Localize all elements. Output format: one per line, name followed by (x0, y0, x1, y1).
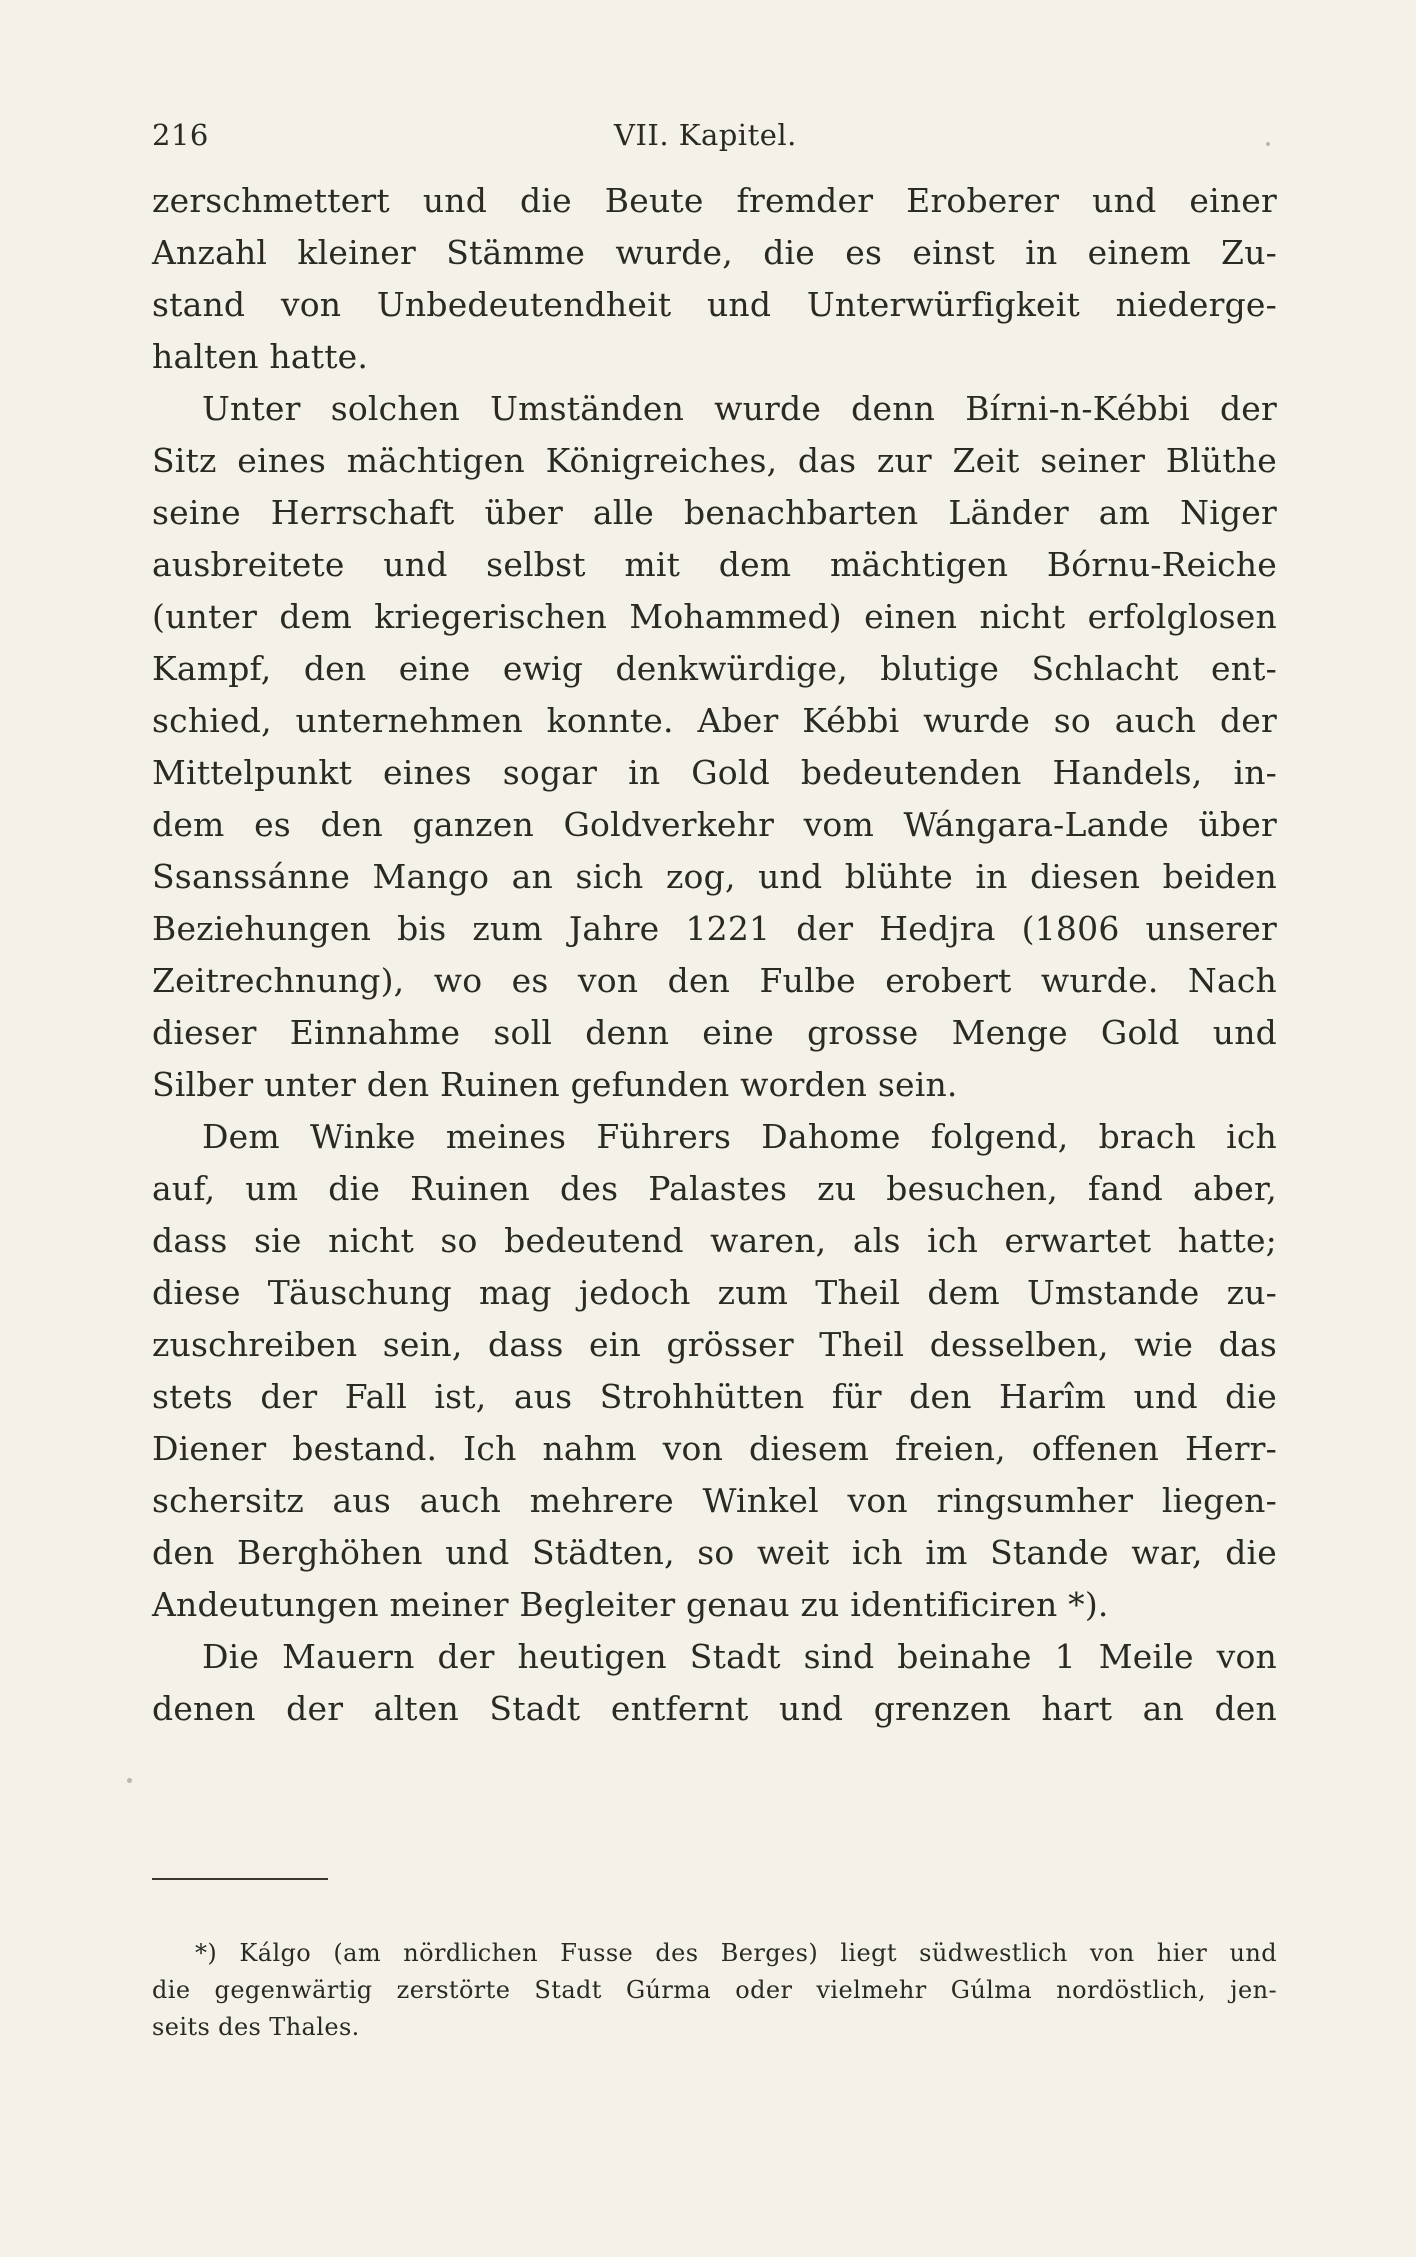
text-line: Mittelpunkt eines sogar in Gold bedeutenden Handels, in- (152, 753, 1277, 792)
paragraph-start-line: Dem Winke meines Führers Dahome folgend, brach ich (202, 1117, 1277, 1156)
paper-speck (1266, 142, 1270, 146)
footnote (152, 1935, 1277, 2075)
footnote-line: *) Kálgo (am nördlichen Fusse des Berges) liegt südwestlich von hier und (195, 1939, 1277, 1967)
text-line: Sitz eines mächtigen Königreiches, das zur Zeit seiner Blüthe (152, 441, 1277, 480)
footnote-line: die gegenwärtig zerstörte Stadt Gúrma oder vielmehr Gúlma nordöstlich, jen- (152, 1976, 1277, 2004)
text-line: auf, um die Ruinen des Palastes zu besuchen, fand aber, (152, 1169, 1277, 1208)
text-line: Anzahl kleiner Stämme wurde, die es einst in einem Zu- (152, 233, 1277, 272)
text-line: Zeitrechnung), wo es von den Fulbe erobert wurde. Nach (152, 961, 1277, 1000)
text-line: seine Herrschaft über alle benachbarten Länder am Niger (152, 493, 1277, 532)
text-line: Ssanssánne Mango an sich zog, und blühte in diesen beiden (152, 857, 1277, 896)
text-line: halten hatte. (152, 337, 369, 376)
text-line: schersitz aus auch mehrere Winkel von ringsumher liegen- (152, 1481, 1277, 1520)
paper-speck (127, 1778, 132, 1783)
body-text (152, 175, 1277, 1875)
text-line: Diener bestand. Ich nahm von diesem freien, offenen Herr- (152, 1429, 1277, 1468)
footnote-line: seits des Thales. (152, 2013, 360, 2041)
text-line: Andeutungen meiner Begleiter genau zu identificiren *). (152, 1585, 1109, 1624)
running-head: VII. Kapitel. (614, 118, 797, 152)
page-number: 216 (152, 118, 209, 152)
text-line: dass sie nicht so bedeutend waren, als ich erwartet hatte; (152, 1221, 1277, 1260)
text-line: dem es den ganzen Goldverkehr vom Wángara-Lande über (152, 805, 1277, 844)
page-header (152, 118, 1276, 162)
text-line: diese Täuschung mag jedoch zum Theil dem Umstande zu- (152, 1273, 1277, 1312)
text-line: den Berghöhen und Städten, so weit ich im Stande war, die (152, 1533, 1277, 1572)
text-line: Silber unter den Ruinen gefunden worden sein. (152, 1065, 958, 1104)
text-line: Beziehungen bis zum Jahre 1221 der Hedjra (1806 unserer (152, 909, 1277, 948)
text-line: zerschmettert und die Beute fremder Eroberer und einer (152, 181, 1277, 220)
text-line: stets der Fall ist, aus Strohhütten für den Harîm und die (152, 1377, 1277, 1416)
text-line: (unter dem kriegerischen Mohammed) einen nicht erfolglosen (152, 597, 1277, 636)
text-line: denen der alten Stadt entfernt und grenzen hart an den (152, 1689, 1277, 1728)
text-line: schied, unternehmen konnte. Aber Kébbi wurde so auch der (152, 701, 1277, 740)
paragraph-start-line: Die Mauern der heutigen Stadt sind beinahe 1 Meile von (202, 1637, 1277, 1676)
text-line: Kampf, den eine ewig denkwürdige, blutige Schlacht ent- (152, 649, 1277, 688)
text-line: stand von Unbedeutendheit und Unterwürfigkeit niederge- (152, 285, 1277, 324)
footnote-separator (152, 1878, 328, 1880)
text-line: ausbreitete und selbst mit dem mächtigen Bórnu-Reiche (152, 545, 1277, 584)
paragraph-start-line: Unter solchen Umständen wurde denn Bírni-n-Kébbi der (202, 389, 1277, 428)
text-line: dieser Einnahme soll denn eine grosse Menge Gold und (152, 1013, 1277, 1052)
text-line: zuschreiben sein, dass ein grösser Theil desselben, wie das (152, 1325, 1277, 1364)
